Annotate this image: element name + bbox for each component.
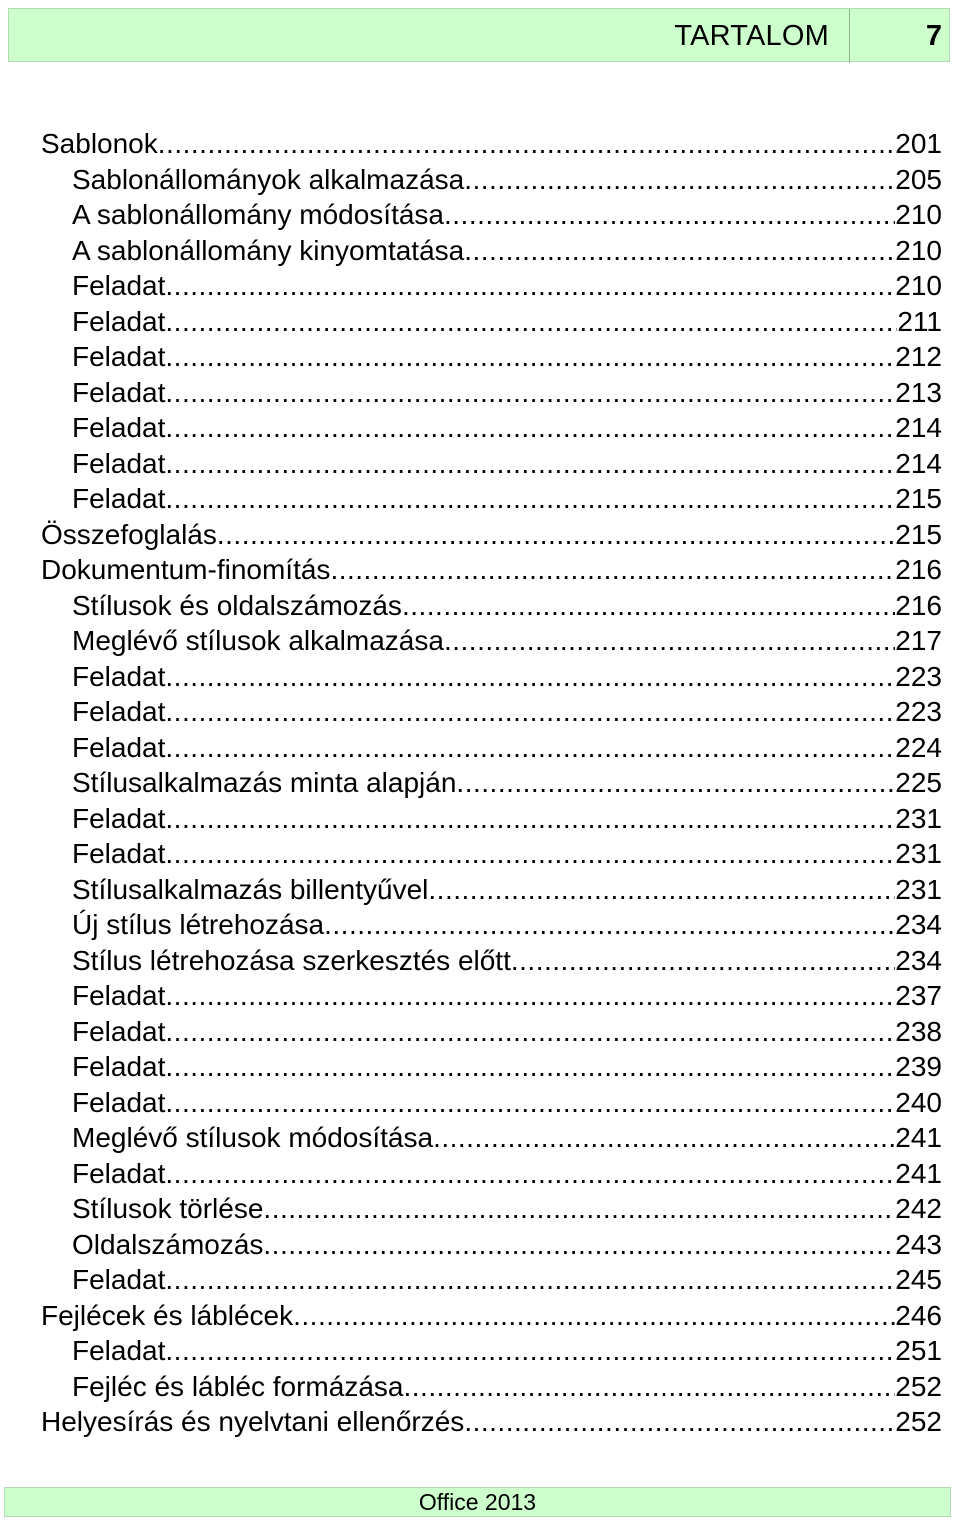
toc-dot-leader	[165, 375, 895, 411]
toc-entry-page-number: 210	[895, 270, 942, 301]
toc-entry[interactable]	[0, 375, 960, 411]
toc-dot-leader	[464, 1404, 895, 1440]
toc-entry-page-number: 238	[895, 1015, 942, 1047]
toc-dot-leader	[165, 694, 895, 730]
toc-dot-leader	[165, 268, 895, 304]
toc-dot-leader	[165, 659, 895, 695]
toc-entry-title: Stílusalkalmazás minta alapján	[72, 767, 457, 798]
page-footer	[4, 1487, 951, 1517]
toc-entry-title: Stílusalkalmazás billentyűvel	[72, 873, 429, 905]
toc-entry-title: Feladat	[72, 447, 166, 479]
toc-entry-page-number: 225	[895, 767, 942, 798]
toc-entry[interactable]	[0, 197, 960, 233]
toc-entry[interactable]	[0, 1014, 960, 1050]
toc-dot-leader	[403, 1369, 895, 1405]
toc-entry[interactable]	[0, 481, 960, 517]
toc-entry-title: Feladat	[72, 483, 166, 514]
toc-dot-leader	[165, 978, 895, 1014]
toc-entry-page-number: 213	[895, 376, 942, 408]
toc-dot-leader	[433, 1120, 895, 1156]
toc-entry-title: Stílusok törlése	[72, 1193, 264, 1224]
toc-dot-leader	[330, 552, 895, 588]
toc-entry[interactable]	[0, 1085, 960, 1121]
toc-entry-title: Fejlécek és láblécek	[41, 1299, 294, 1331]
toc-entry-title: Összefoglalás	[41, 518, 217, 550]
toc-entry-page-number: 231	[895, 838, 942, 869]
toc-dot-leader	[428, 872, 895, 908]
header-title: TARTALOM	[674, 20, 829, 52]
toc-entry[interactable]	[0, 943, 960, 979]
toc-entry[interactable]	[0, 410, 960, 446]
toc-entry-title: Feladat	[72, 802, 166, 834]
toc-entry-page-number: 210	[895, 199, 942, 230]
toc-entry-page-number: 239	[895, 1051, 942, 1082]
toc-entry[interactable]	[0, 694, 960, 730]
toc-entry-page-number: 215	[895, 518, 942, 550]
toc-entry-title: A sablonállomány kinyomtatása	[72, 234, 465, 266]
toc-entry-page-number: 216	[895, 554, 942, 585]
toc-entry-page-number: 214	[895, 412, 942, 443]
toc-dot-leader	[165, 1014, 895, 1050]
toc-entry[interactable]	[0, 446, 960, 482]
toc-dot-leader	[165, 446, 895, 482]
toc-entry-page-number: 223	[895, 660, 942, 692]
toc-entry-page-number: 212	[895, 341, 942, 372]
toc-entry-page-number: 205	[895, 163, 942, 195]
toc-entry[interactable]	[0, 233, 960, 269]
toc-entry-page-number: 211	[897, 305, 942, 337]
toc-dot-leader	[165, 1049, 895, 1085]
toc-entry-title: Sablonok	[41, 128, 158, 159]
toc-entry-page-number: 231	[895, 802, 942, 834]
toc-entry-title: Feladat	[72, 838, 166, 869]
toc-entry[interactable]	[0, 1404, 960, 1440]
toc-entry[interactable]	[0, 730, 960, 766]
toc-entry-page-number: 231	[895, 873, 942, 905]
toc-entry-page-number: 243	[895, 1228, 942, 1260]
toc-dot-leader	[165, 1262, 895, 1298]
toc-entry-page-number: 224	[895, 731, 942, 763]
toc-dot-leader	[165, 304, 897, 340]
toc-entry[interactable]	[0, 1191, 960, 1227]
toc-entry[interactable]	[0, 907, 960, 943]
toc-entry-title: Feladat	[72, 731, 166, 763]
page-header	[8, 8, 950, 62]
toc-entry-page-number: 246	[895, 1299, 942, 1331]
table-of-contents	[0, 126, 960, 1440]
toc-entry-page-number: 201	[895, 128, 942, 159]
toc-dot-leader	[158, 126, 896, 162]
toc-dot-leader	[456, 765, 895, 801]
toc-entry[interactable]	[0, 552, 960, 588]
toc-entry-title: Feladat	[72, 1086, 166, 1118]
toc-entry[interactable]	[0, 1369, 960, 1405]
toc-entry-title: A sablonállomány módosítása	[72, 199, 444, 230]
toc-entry-title: Sablonállományok alkalmazása	[72, 163, 465, 195]
toc-dot-leader	[464, 233, 895, 269]
toc-entry[interactable]	[0, 659, 960, 695]
toc-entry-title: Feladat	[72, 660, 166, 692]
toc-entry-page-number: 252	[895, 1370, 942, 1402]
toc-entry[interactable]	[0, 517, 960, 553]
toc-entry-page-number: 215	[895, 483, 942, 514]
toc-dot-leader	[165, 339, 895, 375]
toc-dot-leader	[165, 1156, 895, 1192]
toc-entry-title: Feladat	[72, 341, 166, 372]
toc-entry[interactable]	[0, 126, 960, 162]
toc-dot-leader	[165, 836, 895, 872]
toc-dot-leader	[165, 1085, 895, 1121]
toc-entry[interactable]	[0, 872, 960, 908]
toc-entry-title: Feladat	[72, 1264, 166, 1295]
toc-entry[interactable]	[0, 623, 960, 659]
toc-entry[interactable]	[0, 801, 960, 837]
toc-entry-page-number: 214	[895, 447, 942, 479]
toc-dot-leader	[444, 197, 895, 233]
toc-entry[interactable]	[0, 339, 960, 375]
toc-entry-title: Oldalszámozás	[72, 1228, 264, 1260]
toc-dot-leader	[324, 907, 895, 943]
toc-entry[interactable]	[0, 162, 960, 198]
toc-entry-page-number: 234	[895, 909, 942, 940]
toc-entry[interactable]	[0, 268, 960, 304]
toc-entry-title: Új stílus létrehozása	[72, 909, 325, 940]
toc-entry-title: Feladat	[72, 980, 166, 1011]
toc-dot-leader	[165, 410, 895, 446]
toc-entry-page-number: 237	[895, 980, 942, 1011]
toc-entry-title: Helyesírás és nyelvtani ellenőrzés	[41, 1406, 465, 1437]
footer-text: Office 2013	[418, 1489, 537, 1515]
toc-entry-title: Feladat	[72, 1015, 166, 1047]
toc-dot-leader	[464, 162, 895, 198]
toc-entry[interactable]	[0, 1156, 960, 1192]
toc-entry-page-number: 223	[895, 696, 942, 727]
toc-dot-leader	[511, 943, 895, 979]
toc-entry[interactable]	[0, 1120, 960, 1156]
toc-dot-leader	[293, 1298, 895, 1334]
toc-entry-page-number: 252	[895, 1406, 942, 1437]
toc-entry[interactable]	[0, 1049, 960, 1085]
toc-entry-page-number: 251	[895, 1335, 942, 1366]
toc-entry-title: Fejléc és lábléc formázása	[72, 1370, 404, 1402]
toc-entry-title: Feladat	[72, 412, 166, 443]
toc-dot-leader	[165, 481, 895, 517]
toc-dot-leader	[165, 801, 895, 837]
toc-dot-leader	[217, 517, 895, 553]
toc-dot-leader	[165, 1333, 895, 1369]
toc-entry[interactable]	[0, 978, 960, 1014]
toc-entry-page-number: 245	[895, 1264, 942, 1295]
toc-entry-page-number: 210	[895, 234, 942, 266]
toc-entry-title: Meglévő stílusok módosítása	[72, 1122, 434, 1153]
toc-entry[interactable]	[0, 765, 960, 801]
toc-dot-leader	[263, 1191, 895, 1227]
toc-entry-page-number: 234	[895, 944, 942, 976]
toc-entry[interactable]	[0, 1298, 960, 1334]
toc-entry-title: Feladat	[72, 1051, 166, 1082]
toc-entry-page-number: 241	[895, 1122, 942, 1153]
toc-entry-page-number: 240	[895, 1086, 942, 1118]
toc-entry-title: Meglévő stílusok alkalmazása	[72, 625, 444, 656]
toc-entry-title: Stílusok és oldalszámozás	[72, 589, 402, 621]
header-divider	[849, 9, 850, 63]
toc-entry-title: Feladat	[72, 305, 166, 337]
toc-entry-page-number: 241	[895, 1157, 942, 1189]
toc-dot-leader	[402, 588, 895, 624]
toc-entry-title: Feladat	[72, 376, 166, 408]
toc-entry-page-number: 217	[895, 625, 942, 656]
toc-entry-title: Stílus létrehozása szerkesztés előtt	[72, 944, 511, 976]
toc-dot-leader	[263, 1227, 895, 1263]
toc-entry-title: Dokumentum-finomítás	[41, 554, 331, 585]
toc-entry-title: Feladat	[72, 1335, 166, 1366]
toc-entry[interactable]	[0, 588, 960, 624]
toc-entry[interactable]	[0, 1262, 960, 1298]
toc-dot-leader	[444, 623, 895, 659]
toc-entry-title: Feladat	[72, 1157, 166, 1189]
toc-entry[interactable]	[0, 1227, 960, 1263]
toc-entry-page-number: 216	[895, 589, 942, 621]
toc-entry[interactable]	[0, 304, 960, 340]
toc-entry-title: Feladat	[72, 696, 166, 727]
header-page-number: 7	[925, 20, 942, 52]
toc-dot-leader	[165, 730, 895, 766]
toc-entry[interactable]	[0, 1333, 960, 1369]
toc-entry-page-number: 242	[895, 1193, 942, 1224]
toc-entry-title: Feladat	[72, 270, 166, 301]
toc-entry[interactable]	[0, 836, 960, 872]
